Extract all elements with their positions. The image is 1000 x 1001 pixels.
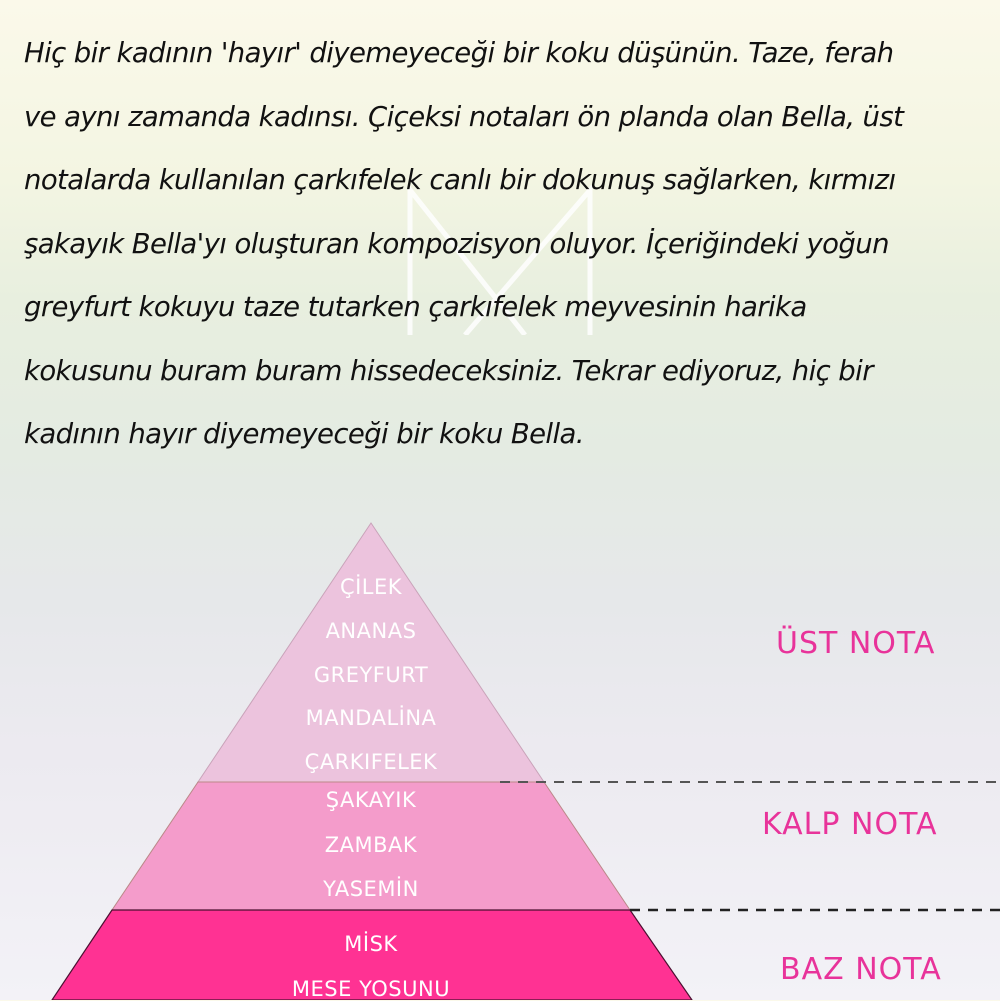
description-line: notalarda kullanılan çarkıfelek canlı bir dokunuş sağlarken, kırmızı: [24, 164, 896, 196]
note-item: ZAMBAK: [324, 833, 418, 857]
tier-label-top: ÜST NOTA: [776, 626, 936, 661]
note-item: MİSK: [344, 932, 398, 956]
description-line: ve aynı zamanda kadınsı. Çiçeksi notaları ön planda olan Bella, üst: [24, 100, 904, 133]
tier-label-heart: KALP NOTA: [762, 807, 938, 842]
note-item: ÇİLEK: [339, 575, 403, 599]
description-line: Hiç bir kadının 'hayır' diyemeyeceği bir koku düşünün. Taze, ferah: [24, 37, 894, 69]
note-item: ANANAS: [325, 619, 417, 643]
description-line: kadının hayır diyemeyeceği bir koku Bella.: [24, 418, 584, 450]
note-item: MESE YOSUNU: [291, 977, 451, 1001]
note-item: MANDALİNA: [305, 706, 437, 730]
description-line: kokusunu buram buram hissedeceksiniz. Tekrar ediyoruz, hiç bir: [24, 354, 873, 387]
fragrance-description: [24, 22, 984, 467]
note-item: YASEMİN: [323, 877, 419, 901]
note-item: GREYFURT: [313, 663, 429, 687]
note-item: ŞAKAYIK: [325, 788, 417, 812]
top-tier: [198, 523, 544, 782]
note-item: ÇARKIFELEK: [304, 750, 438, 774]
description-line: şakayık Bella'yı oluşturan kompozisyon oluyor. İçeriğindeki yoğun: [24, 227, 889, 260]
tier-label-base: BAZ NOTA: [780, 952, 942, 987]
description-line: greyfurt kokuyu taze tutarken çarkıfelek meyvesinin harika: [24, 291, 807, 323]
